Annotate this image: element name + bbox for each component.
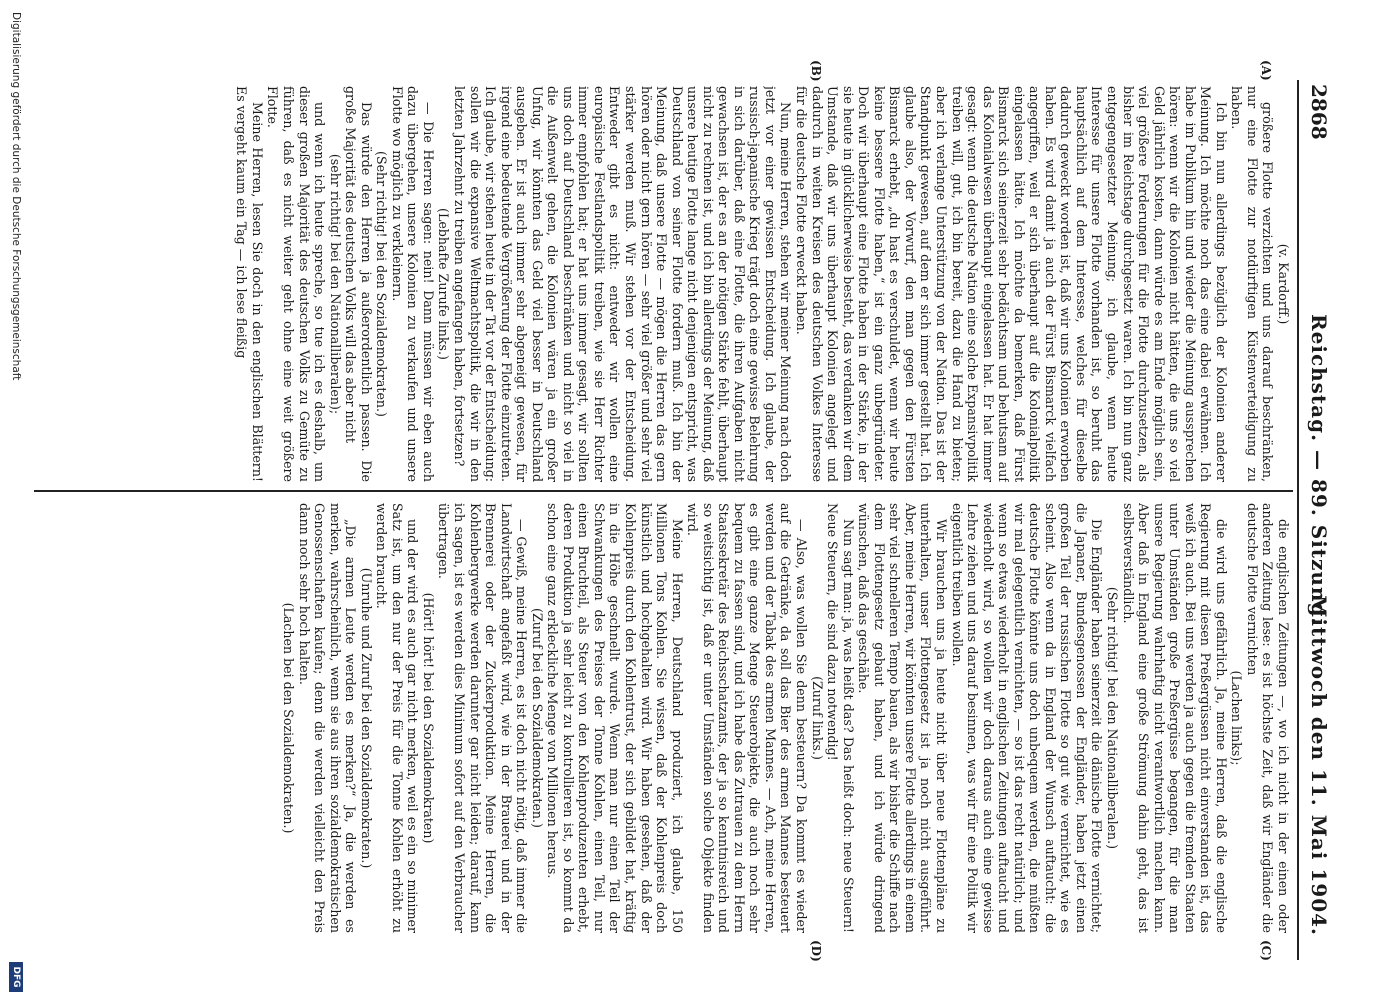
- paragraph: Ich bin nun allerdings bezüglich der Kolonien anderer Meinung. Ich möchte noch das eine dabei erwähnen. Ich habe im Publikum hin und wieder die Meinung aussprechen hören: wenn wir die Kolonien nicht hätten, die uns so viel Geld jährlich kosten, dann würde es am Ende möglich sein, viel größere Forderungen für die Flotte durchzusetzen, als bisher im Reichstage durchgesetzt waren. Ich bin nun ganz entgegengesetzter Meinung; ich glaube, wenn heute Interesse für unsere Flotte vorhanden ist, so beruht das hauptsächlich auf dem Interesse, welches für dieselbe dadurch geweckt worden ist, daß wir uns Kolonien erworben haben. Es wird damit ja auch der Fürst Bismarck vielfach angegriffen, weil er sich überhaupt auf die Kolonialpolitik eingelassen hätte. Ich möchte da bemerken, daß Fürst Bismarck sich seinerzeit sehr bedächtsam und behutsam auf das Kolonialwesen überhaupt eingelassen hat. Er hat immer gesagt: wenn die deutsche Nation eine solche Expansivpolitik treiben will, gut, ich bin bereit, dazu die Hand zu bieten; aber ich verlange Unterstützung von der Nation. Das ist der Standpunkt gewesen, auf dem er sich immer gestellt hat. Ich glaube also, der Vorwurf, den man gegen den Fürsten Bismarck erhebt, „du hast es verschuldet, wenn wir heute keine bessere Flotte haben,“ ist ein ganz unbegründeter. Doch wir überhaupt eine Flotte haben in der Stärke, in der sie heute in glücklicherweise besteht, das verdanken wir dem Umstande, daß wir uns überhaupt Kolonien angelegt und dadurch in weiten Kreisen des deutschen Volkes Interesse für die deutsche Flotte erweckt haben.: [794, 86, 1229, 482]
- paragraph: die wird uns gefährlich. Ja, meine Herren, daß die englische Regierung mit diesen Preßergüssen nicht einverstanden ist, das weiß ich auch. Bei uns werden ja auch gegen die fremden Staaten unter Umständen große Preßergüsse begangen, für die man unsere Regierung wahrhaftig nicht verantwortlich machen kann. Aber daß in England eine große Strömung dahin geht, das ist selbstverständlich.: [1120, 503, 1229, 933]
- paragraph: — Gewiß, meine Herren, es ist doch nicht nötig, daß immer die Landwirtschaft angefaßt wird, wie in der Brauerei und in der Brennerei oder der Zuckerproduktion. Meine Herren, die Kohlenbergwerke werden darunter gar nicht leiden; darauf, kann ich sagen, ist es werden dies Minimum sofort auf den Verbraucher übertragen.: [436, 503, 530, 933]
- paragraph: und der wird es auch gar nicht merken, weil es ein so minimer Satz ist, um den nur der Preis für die Tonne Kohlen erhöht zu werden braucht.: [374, 503, 421, 933]
- paragraph: Die Engländer haben seinerzeit die dänische Flotte vernichtet; die Japaner, Bundesgenossen der Engländer, haben jetzt einen großen Teil der russischen Flotte so gut wie vernichtet, wie es scheint. Also wenn da in England der Wunsch auftaucht: die deutsche Flotte könnte uns doch unbequem werden, die müßten wir mal gelegentlich vernichten, — so ist das recht natürlich; und wenn so etwas wiederholt in englischen Zeitungen auftaucht und wiederholt wird, so wollen wir doch daraus auch eine gewisse Lehre ziehen und uns darauf besinnen, was wir für eine Politik wir eigentlich treiben wollen.: [949, 503, 1105, 933]
- paragraph: größere Flotte verzichten und uns darauf beschränken, nur eine Flotte zur notdürftigen Küstenverteidigung zu haben.: [1229, 86, 1276, 482]
- column-divider: [34, 490, 1293, 492]
- interjection: (Lachen bei den Sozialdemokraten.): [281, 602, 296, 834]
- paragraph: „Die armen Leute werden es merken?“ Ja, die werden es merken, wahrscheinlich, wenn sie aus ihren sozialdemokratischen Genossenschaften kaufen; denn die werden vielleicht den Preis dann noch sehr hoch halten.: [296, 503, 359, 933]
- paragraph: die englischen Zeitungen —, wo ich nicht in der einen oder anderen Zeitung lese: es ist höchste Zeit, daß wir Engländer die deutsche Flotte vernichten: [1244, 503, 1291, 933]
- interjection: (Hört! hört! bei den Sozialdemokraten): [420, 592, 436, 844]
- left-text-column: [40, 86, 1291, 482]
- interjection: (Sehr richtig! bei den Nationalliberalen.): [1104, 586, 1120, 850]
- paragraph: Meine Herren, Deutschland produziert, ich glaube, 150 Millionen Tons Kohlen. Sie wissen, daß der Kohlenpreis doch künstlich und hochgehalten wird. Wir haben gesehen, daß der Kohlenpreis durch den Kohlentrust, der sich gebildet hat, kräftig in die Höhe geschnellt wurde. Wenn man nur einen Teil der Schwankungen des Preises der Tonne Kohlen, einen Teil, nur einen Bruchteil, als Steuer von den Kohlenproduzenten erhebt, deren Produktion ja sehr leicht zu kontrollieren ist, so kommt da schon eine ganz erkleckliche Menge von Millionen heraus.: [545, 503, 685, 933]
- header-rule: [1297, 80, 1299, 960]
- digitization-credit: [6, 0, 24, 1000]
- margin-mark-a: (A): [1259, 60, 1273, 81]
- session-date: Mittwoch den 11. Mai 1904.: [1307, 595, 1331, 936]
- margin-mark-d: (D): [809, 940, 823, 962]
- margin-mark-c: (C): [1259, 940, 1273, 961]
- interjection: (Lachen links);: [1229, 670, 1245, 766]
- page-number: 2868: [1307, 84, 1331, 140]
- paragraph: — Also, was wollen Sie denn besteuern? Da kommt es wieder auf die Getränke, da soll das Bier des armen Mannes besteuert werden und der Tabak des armen Mannes. — Ach, meine Herren, es gibt eine ganze Menge Steuerobjekte, die auch noch sehr bequem zu fassen sind, und ich habe das Zutrauen zu dem Herrn Staatssekretär des Reichsschatzamts, der ja so kenntnisreich und so weitsichtig ist, daß er unter Umständen solche Objekte finden wird.: [685, 503, 810, 933]
- credit-text: Digitalisierung gefördert durch die Deutsche Forschungsgemeinschaft: [10, 12, 22, 381]
- paragraph: Wir brauchen uns ja heute nicht über neue Flottenpläne zu unterhalten, unser Flottengesetz ist ja noch nicht ausgeführt. Aber, meine Herren, wir könnten unsere Flotte allerdings in einem sehr viel schnelleren Tempo bauen, als wir bisher die Schiffe nach dem Flottengesetz gebaut haben, und ich würde dringend wünschen, daß das geschähe.: [856, 503, 949, 933]
- paragraph: und wenn ich heute spreche, so tue ich es deshalb, um dieser großen Majorität des deutschen Volks zu Gemüte zu führen, daß es nicht weiter geht ohne eine weit größere Flotte.: [265, 86, 328, 482]
- page-header: [1297, 84, 1331, 960]
- dfg-logo: DFG: [9, 962, 23, 992]
- interjection: (Sehr richtig! bei den Sozialdemokraten.): [374, 151, 390, 417]
- paragraph: Nun, meine Herren, stehen wir meiner Meinung nach doch jetzt vor einer gewissen Entscheidung. Ich glaube, der russisch-japanische Krieg trägt doch eine gewisse Belehrung in sich darüber, daß eine Flotte, die ihren Aufgaben nicht gewachsen ist, der es an der nötigen Stärke fehlt, überhaupt nicht zu rechnen ist, und ich bin allerdings der Meinung, daß unsere heutige Flotte lange nicht denjenigen entspricht, was Deutschland von seiner Flotte fordern muß. Ich bin der Meinung, daß unsere Flotte — mögen die Herren das gern hören oder nicht gern hören — sehr viel größer und sehr viel stärker werden muß. Wir stehen vor der Entscheidung. Entweder gibt es nicht: entweder wir wollen eine europäische Festlandspolitik treiben, wie sie Herr Richter immer empfohlen hat; er hat uns immer gesagt, wir sollten uns doch auf Deutschland beschränken und nicht so viel in die Außenwelt gehen, die Kolonien wären ja ein großer Unfug, wir könnten das Geld viel besser in Deutschland ausgeben. Er ist auch immer sehr abgeneigt gewesen, für irgend eine bedeutende Vergrößerung der Flotte einzutreten. Ich glaube, wir stehen heute in der Tat vor der Entscheidung: sollen wir die expansive Weltmachtspolitik, die wir in den letzten Jahrzehnt zu treiben angefangen haben, fortsetzen?: [452, 86, 794, 482]
- interjection: (sehr richtig! bei den Nationalliberalen);: [327, 153, 343, 415]
- paragraph: Meine Herren, lesen Sie doch in den englischen Blättern! Es vergeht kaum ein Tag — ich lese fleißig: [234, 86, 265, 482]
- interjection: (Zuruf bei den Sozialdemokraten.): [529, 608, 545, 828]
- interjection: (Zuruf links.): [809, 676, 825, 760]
- paragraph: Das würde den Herren ja außerordentlich passen. Die große Majorität des deutschen Volks will das aber nicht: [343, 86, 374, 482]
- paragraph: — Die Herren sagen: nein! Dann müssen wir eben auch dazu übergehen, unsere Kolonien zu verkaufen und unsere Flotte wo möglich zu verkleinern.: [389, 86, 436, 482]
- margin-mark-b: (B): [809, 60, 823, 82]
- session-title: Reichstag. — 89. Sitzung.: [1307, 314, 1331, 626]
- interjection: (v. Kardorff.): [1276, 243, 1291, 325]
- paragraph: Nun sagt man: ja, was heißt das? Das heißt doch: neue Steuern! Neue Steuern, die sind dazu notwendig!: [825, 503, 856, 933]
- interjection: (Unruhe und Zuruf bei den Sozialdemokraten.): [358, 567, 374, 869]
- interjection: (Lebhafte Zurufe links.): [436, 208, 452, 360]
- right-text-column: [40, 503, 1291, 933]
